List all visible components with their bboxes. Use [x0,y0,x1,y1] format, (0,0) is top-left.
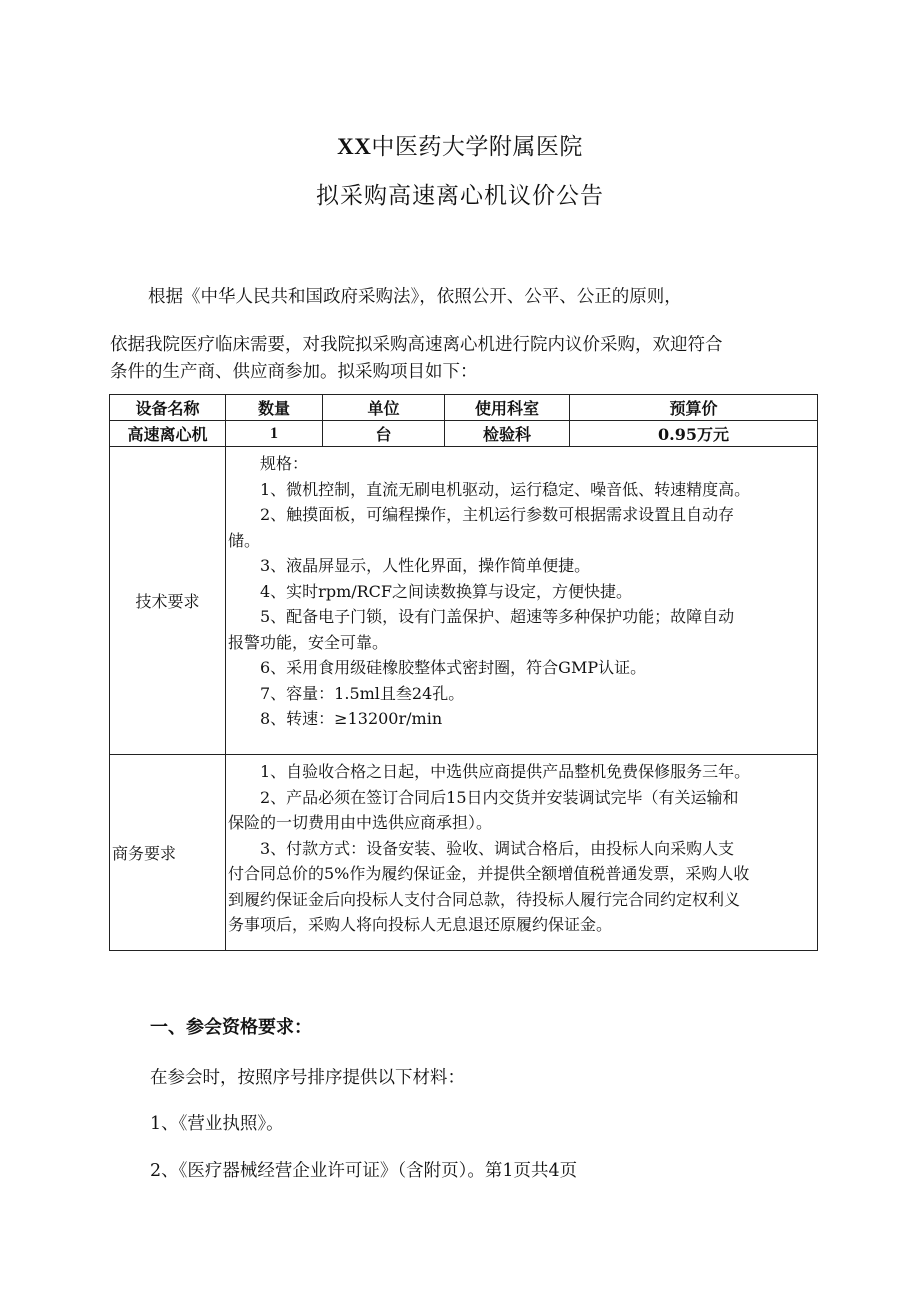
header-budget: 预算价 [570,395,818,421]
biz-line: 1、自验收合格之日起，中选供应商提供产品整机免费保修服务三年。 [260,762,751,781]
tech-line: 报警功能，安全可靠。 [228,632,389,652]
biz-line: 到履约保证金后向投标人支付合同总款，待投标人履行完合同约定权利义 [228,889,741,909]
tech-line: 1、微机控制，直流无刷电机驱动，运行稳定、噪音低、转速精度高。 [260,479,751,499]
intro-line-3: 条件的生产商、供应商参加。拟采购项目如下： [110,362,478,382]
title-prefix: XX [337,134,372,159]
page-subtitle: 拟采购高速离心机议价公告 [316,183,604,209]
cell-device-name: 高速离心机 [110,421,226,447]
business-requirements-label: 商务要求 [110,755,226,951]
table-header-row [110,395,818,421]
tech-line: 7、容量：1.5ml且叁24孔。 [260,683,465,703]
tech-line: 2、触摸面板，可编程操作，主机运行参数可根据需求设置且自动存 [260,505,735,524]
tech-requirements-content [226,447,818,755]
cell-quantity: 1 [226,421,323,447]
section-line-2: 1、《营业执照》。 [150,1114,284,1134]
tech-line: 4、实时rpm/RCF之间读数换算与设定，方便快捷。 [260,581,633,601]
biz-line: 3、付款方式：设备安装、验收、调试合格后，由投标人向采购人支 [260,838,735,858]
tech-line: 6、采用食用级硅橡胶整体式密封圈，符合GMP认证。 [260,658,647,677]
business-requirements-content [226,755,818,951]
procurement-table [109,394,818,951]
tech-requirements-label: 技术要求 [110,447,226,755]
tech-requirements-row [110,447,818,755]
intro-line-2: 依据我院医疗临床需要，对我院拟采购高速离心机进行院内议价采购，欢迎符合 [110,335,723,355]
header-department: 使用科室 [445,395,570,421]
page-title [0,128,920,161]
tech-line: 规格： [260,454,309,473]
section-heading: 一、参会资格要求： [150,1017,312,1038]
section-line-1: 在参会时，按照序号排序提供以下材料： [150,1068,465,1088]
biz-line: 付合同总价的5%作为履约保证金，并提供全额增值税普通发票，采购人收 [228,864,750,883]
header-quantity: 数量 [226,395,323,421]
cell-department: 检验科 [445,421,570,447]
tech-line: 3、液晶屏显示，人性化界面，操作简单便捷。 [260,556,591,575]
biz-line: 保险的一切费用由中选供应商承担）。 [228,813,493,832]
cell-budget: 0.95万元 [570,421,818,447]
tech-line: 储。 [228,530,261,550]
tech-line: 8、转速：≥13200r/min [260,709,443,728]
header-unit: 单位 [323,395,445,421]
header-device-name: 设备名称 [110,395,226,421]
cell-unit: 台 [323,421,445,447]
section-line-3: 2、《医疗器械经营企业许可证》（含附页）。第1页共4页 [150,1161,578,1181]
table-row [110,421,818,447]
intro-line-1: 根据《中华人民共和国政府采购法》，依照公开、公平、公正的原则， [148,287,682,307]
tech-line: 5、配备电子门锁，设有门盖保护、超速等多种保护功能；故障自动 [260,607,735,626]
title-rest: 中医药大学附属医院 [371,134,583,160]
biz-line: 2、产品必须在签订合同后15日内交货并安装调试完毕（有关运输和 [260,787,739,807]
business-requirements-row [110,755,818,951]
biz-line: 务事项后，采购人将向投标人无息退还原履约保证金。 [228,915,613,934]
